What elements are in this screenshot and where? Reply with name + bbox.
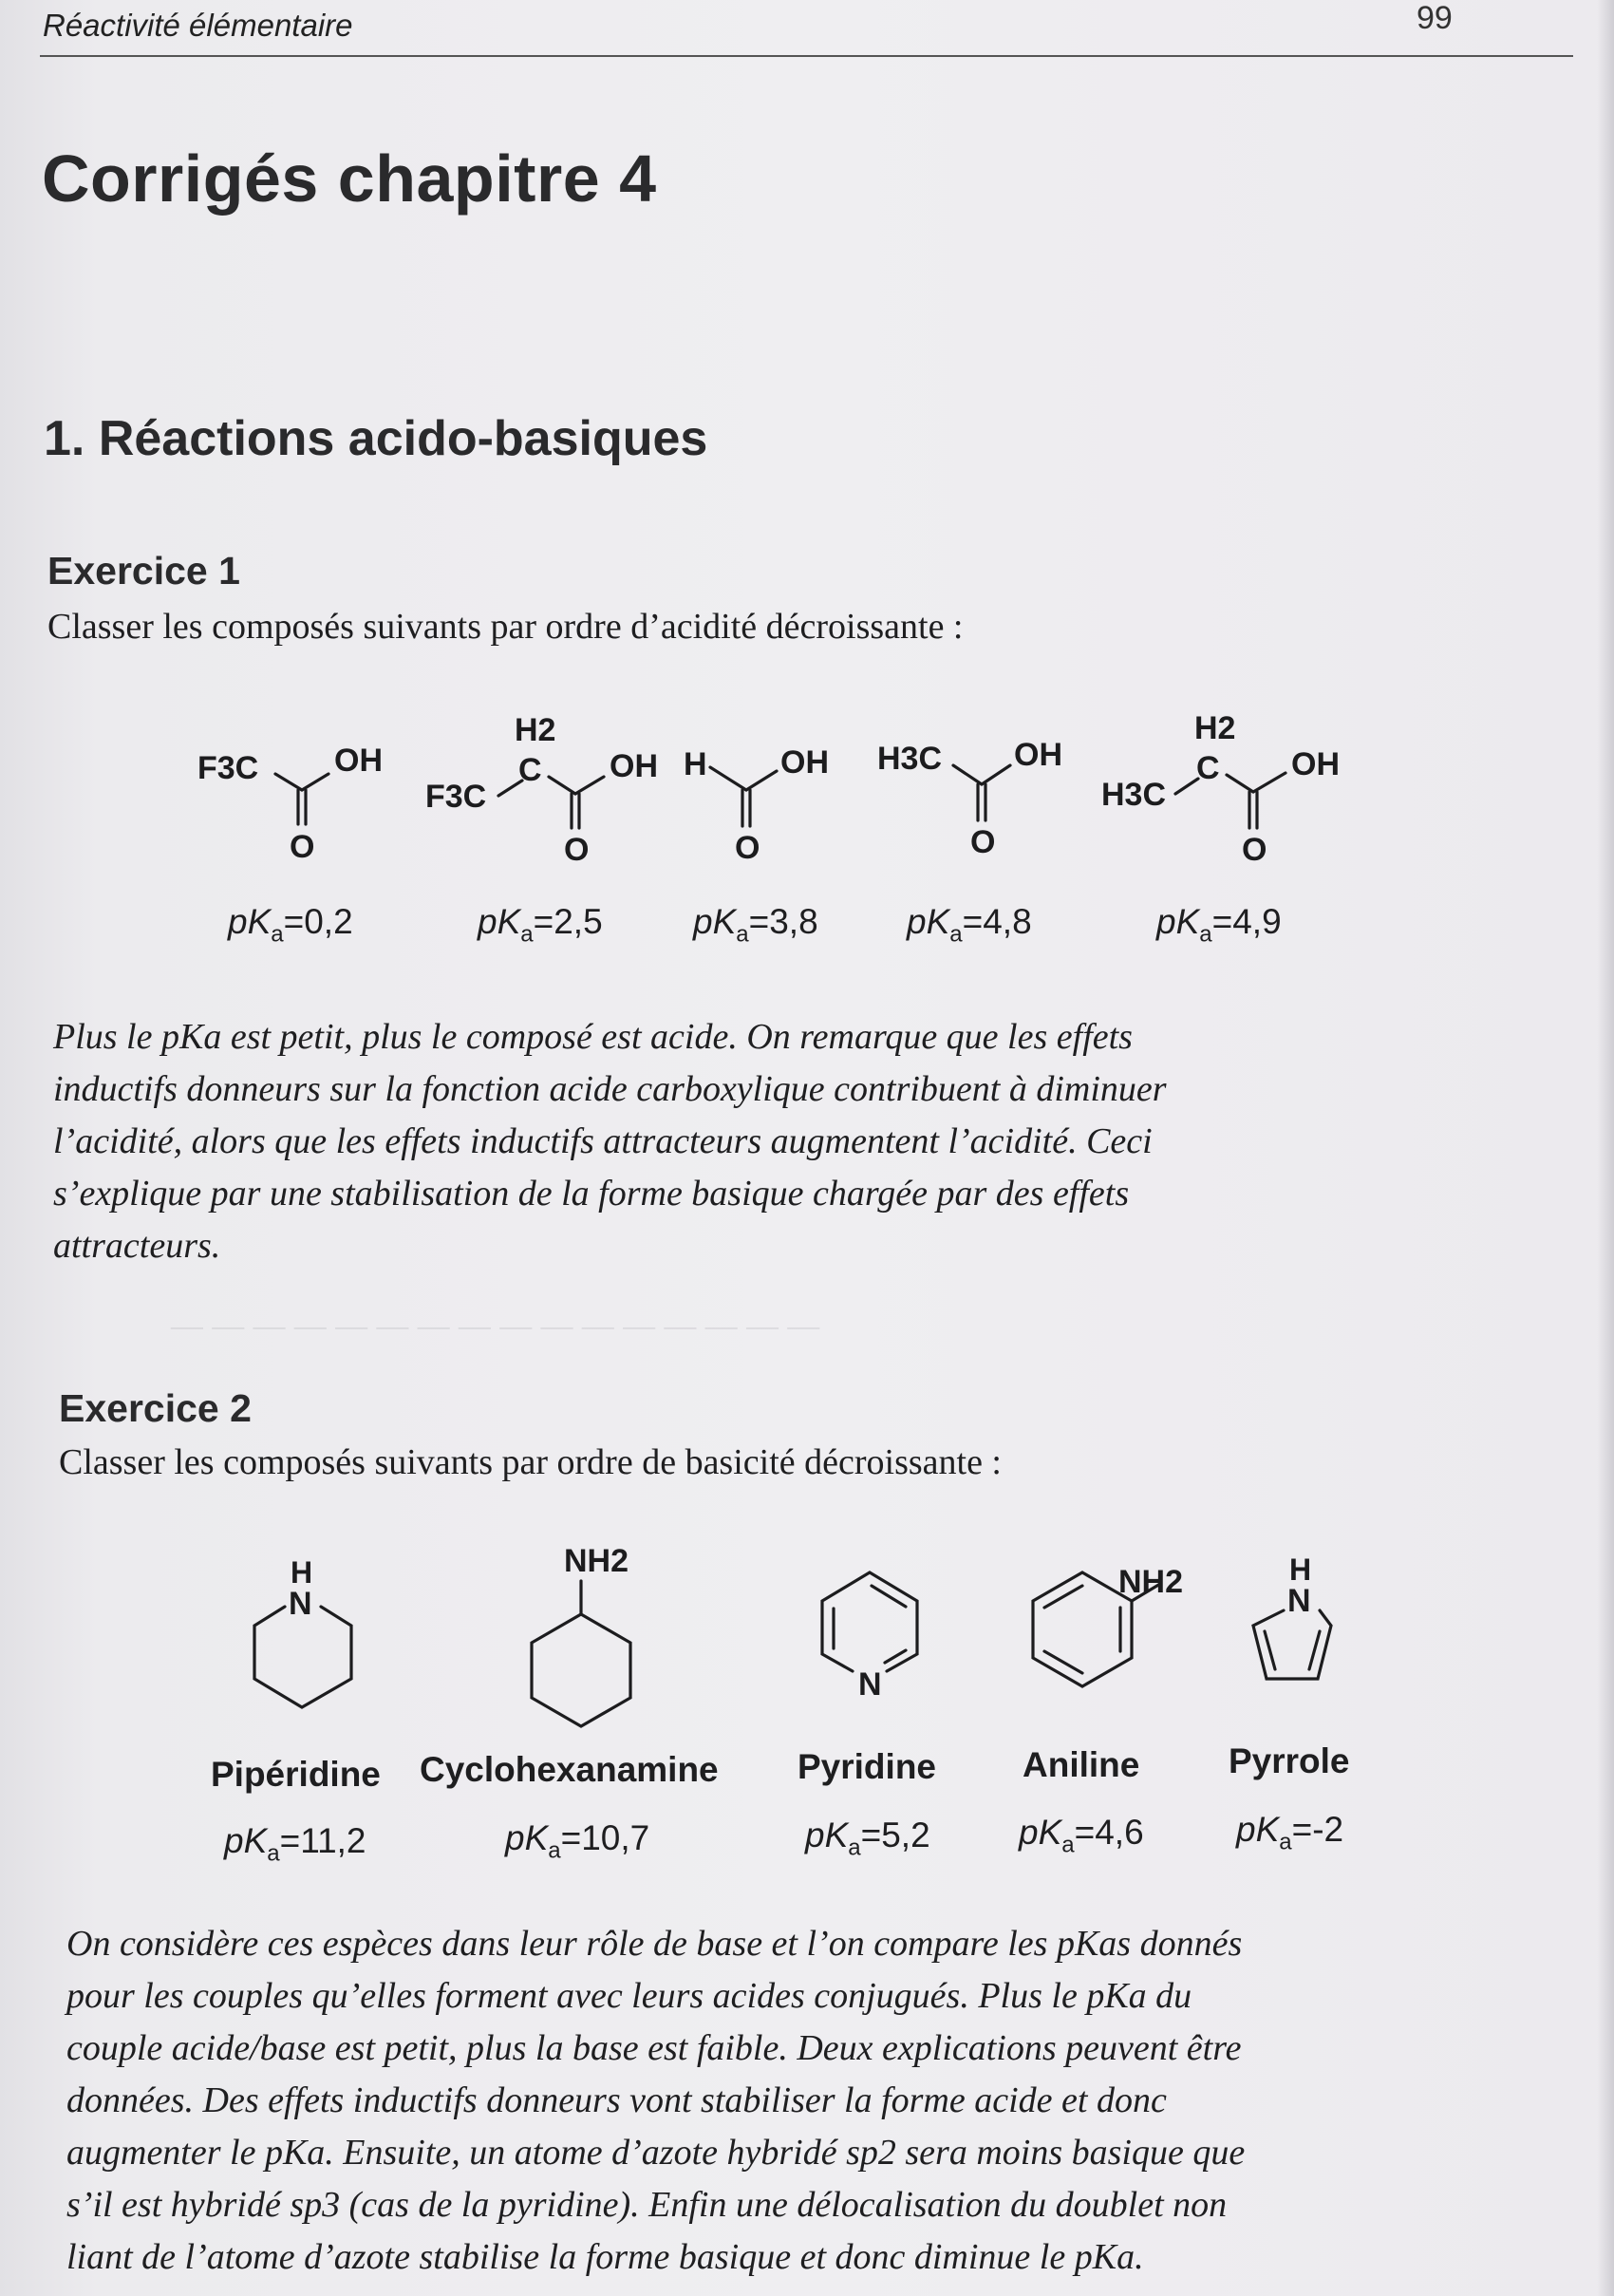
answer-line: pour les couples qu’elles forment avec leurs acides conjugués. Plus le pKa du	[66, 1976, 1192, 2016]
compound-name-aniline: Aniline	[1023, 1745, 1140, 1784]
answer-line: inductifs donneurs sur la fonction acide carboxylique contribuent à diminuer	[53, 1069, 1167, 1109]
ex2-pka-2: $pK_a=10,7$	[505, 1818, 650, 1864]
atom-label: O	[970, 824, 996, 860]
ex1-pka-1: $pK_a=0,2$	[228, 902, 353, 948]
answer-line: l’acidité, alors que les effets inductifs attracteurs augmentent l’acidité. Ceci	[53, 1121, 1153, 1161]
answer-line: couple acide/base est petit, plus la base est faible. Deux explications peuvent être	[66, 2028, 1242, 2068]
exercise-1-title: Exercice 1	[47, 549, 240, 593]
answer-line: attracteurs.	[53, 1226, 221, 1266]
exercise-2-answer	[66, 1918, 1519, 2284]
ex2-pka-5: $pK_a=-2$	[1236, 1810, 1344, 1855]
atom-label: N	[289, 1586, 312, 1622]
atom-label: OH	[334, 743, 383, 779]
bleed-through-decoration: — — — — — — — — — — — — — — — —	[171, 1311, 820, 1351]
ex1-pka-3: $pK_a=3,8$	[693, 902, 818, 948]
atom-label: H2	[1194, 710, 1236, 746]
atom-label: OH	[1014, 737, 1062, 773]
atom-label: O	[735, 830, 760, 866]
atom-label: OH	[1291, 746, 1340, 782]
atom-label: F3C	[425, 779, 487, 815]
ex1-pka-2: $pK_a=2,5$	[478, 902, 603, 948]
atom-label: H2	[515, 712, 556, 748]
exercise-2-title: Exercice 2	[59, 1386, 252, 1430]
atom-label: O	[290, 829, 315, 865]
atom-label: O	[564, 832, 590, 868]
compound-name-piperidine: Pipéridine	[211, 1755, 381, 1794]
atom-label: O	[1242, 832, 1267, 868]
atom-label: N	[858, 1666, 882, 1703]
atom-label: H	[1289, 1553, 1312, 1587]
page-number: 99	[1417, 0, 1453, 36]
atom-label: NH2	[564, 1543, 629, 1579]
compound-name-pyrrole: Pyrrole	[1229, 1741, 1350, 1780]
answer-line: augmenter le pKa. Ensuite, un atome d’azote hybridé sp2 sera moins basique que	[66, 2133, 1246, 2173]
atom-label: H	[291, 1555, 313, 1590]
header-rule	[40, 55, 1573, 57]
atom-label: H3C	[877, 741, 943, 777]
ex2-pka-4: $pK_a=4,6$	[1019, 1813, 1144, 1858]
answer-line: Plus le pKa est petit, plus le composé est acide. On remarque que les effets	[53, 1017, 1133, 1057]
ex2-pka-3: $pK_a=5,2$	[805, 1816, 930, 1861]
exercise-1-instruction: Classer les composés suivants par ordre d’acidité décroissante :	[47, 607, 964, 647]
page-spine-shadow	[1597, 0, 1614, 2296]
ex1-pka-5: $pK_a=4,9$	[1156, 902, 1282, 948]
ex2-pka-1: $pK_a=11,2$	[224, 1821, 366, 1867]
running-head: Réactivité élémentaire	[43, 8, 353, 43]
exercise-1-answer	[53, 1011, 1504, 1272]
chapter-title: Corrigés chapitre 4	[42, 141, 657, 216]
atom-label: OH	[610, 748, 658, 784]
answer-line: On considère ces espèces dans leur rôle de base et l’on compare les pKas donnés	[66, 1924, 1243, 1964]
atom-label: N	[1287, 1583, 1311, 1619]
atom-label: OH	[780, 744, 829, 781]
atom-label: H	[684, 746, 707, 782]
exercise-2-instruction: Classer les composés suivants par ordre de basicité décroissante :	[59, 1442, 1002, 1482]
atom-label: NH2	[1118, 1564, 1184, 1600]
atom-label: F3C	[197, 750, 259, 786]
section-title: 1. Réactions acido-basiques	[44, 411, 708, 466]
answer-line: s’explique par une stabilisation de la forme basique chargée par des effets	[53, 1174, 1130, 1214]
compound-name-pyridine: Pyridine	[798, 1747, 936, 1786]
ex1-pka-4: $pK_a=4,8$	[907, 902, 1032, 948]
answer-line: s’il est hybridé sp3 (cas de la pyridine). Enfin une délocalisation du doublet non	[66, 2185, 1228, 2225]
compound-name-cyclohexanamine: Cyclohexanamine	[420, 1750, 719, 1789]
answer-line: données. Des effets inductifs donneurs vont stabiliser la forme acide et donc	[66, 2080, 1167, 2120]
answer-line: liant de l’atome d’azote stabilise la forme basique et donc diminue le pKa.	[66, 2237, 1144, 2277]
atom-label: C	[1196, 750, 1220, 786]
atom-label: C	[518, 752, 542, 788]
atom-label: H3C	[1101, 777, 1167, 813]
